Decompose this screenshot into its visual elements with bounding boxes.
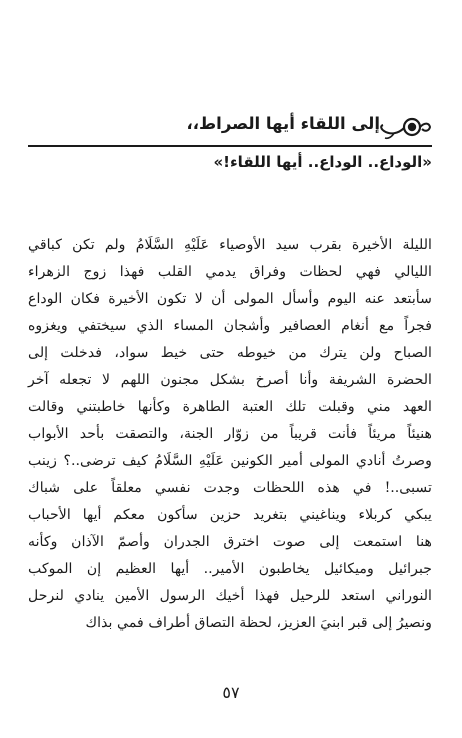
text-line: الصباح ولن يترك من خيوطه حتى خيط سواد، فدخلت إلى (28, 345, 432, 361)
text-line: العهد مني وقبلت تلك العتبة الطاهرة وكأنها خاطبتني وقالت (28, 399, 432, 415)
body-paragraph (28, 232, 432, 637)
title-divider (28, 145, 432, 147)
text-line: سأبتعد عنه اليوم وأسأل المولى أن لا تكون الأخيرة فكان الوداع (28, 291, 432, 307)
text-line: ونصيرُ إلى قبر ابنيَ العزيز، لحظة التصاق أطراف فمي بذاك (85, 615, 432, 631)
text-line: الليلة الأخيرة بقرب سيد الأوصياء عَلَيْهِ السَّلَامُ ولم تكن كباقي (28, 237, 432, 253)
text-line: تسبى..! في هذه اللحظات وجدت نفسي معلقاً على شباك (28, 480, 432, 496)
text-line: جبرائيل وميكائيل يخاطبون الأمير.. أيها العظيم إن الموكب (28, 561, 432, 577)
text-line: وصرتُ أنادي المولى أمير الكونين عَلَيْهِ السَّلَامُ كيف ترضى..؟ زينب (28, 453, 432, 469)
text-line: يبكي كربلاء ويناغيني بتغريد حزين سأكون معكم أيها الأحباب (28, 507, 432, 523)
flourish-ornament-icon (376, 110, 432, 142)
text-line: النوراني استعد للرحيل فهذا أخيك الرسول الأمين ينادي لنرحل (28, 588, 432, 604)
chapter-heading (28, 110, 432, 144)
text-line: فجراً مع أنغام العصافير وأشجان المساء الذي سيختفي ويغزوه (28, 318, 432, 334)
page-number: ٥٧ (222, 683, 240, 702)
text-line: هنا استمعت إلى صوت اخترق الجدران وأصمّ الآذان وكأنه (28, 534, 432, 550)
chapter-title: إلى اللقاء أيها الصراط،، (186, 114, 380, 133)
text-line: الحضرة الشريفة وأنا أصرخ بشكل مجنون اللهم لا تجعله آخر (28, 372, 432, 388)
text-line: هنيئاً مريئاً فأنت قريباً من زوّار الجنة، والتصقت بأحد الأبواب (28, 426, 432, 442)
text-line: الليالي فهي لحظات وفراق يدمي القلب فهذا زوج الزهراء (28, 264, 432, 280)
chapter-subtitle: «الوداع.. الوداع.. أيها اللقاء!» (213, 153, 432, 171)
